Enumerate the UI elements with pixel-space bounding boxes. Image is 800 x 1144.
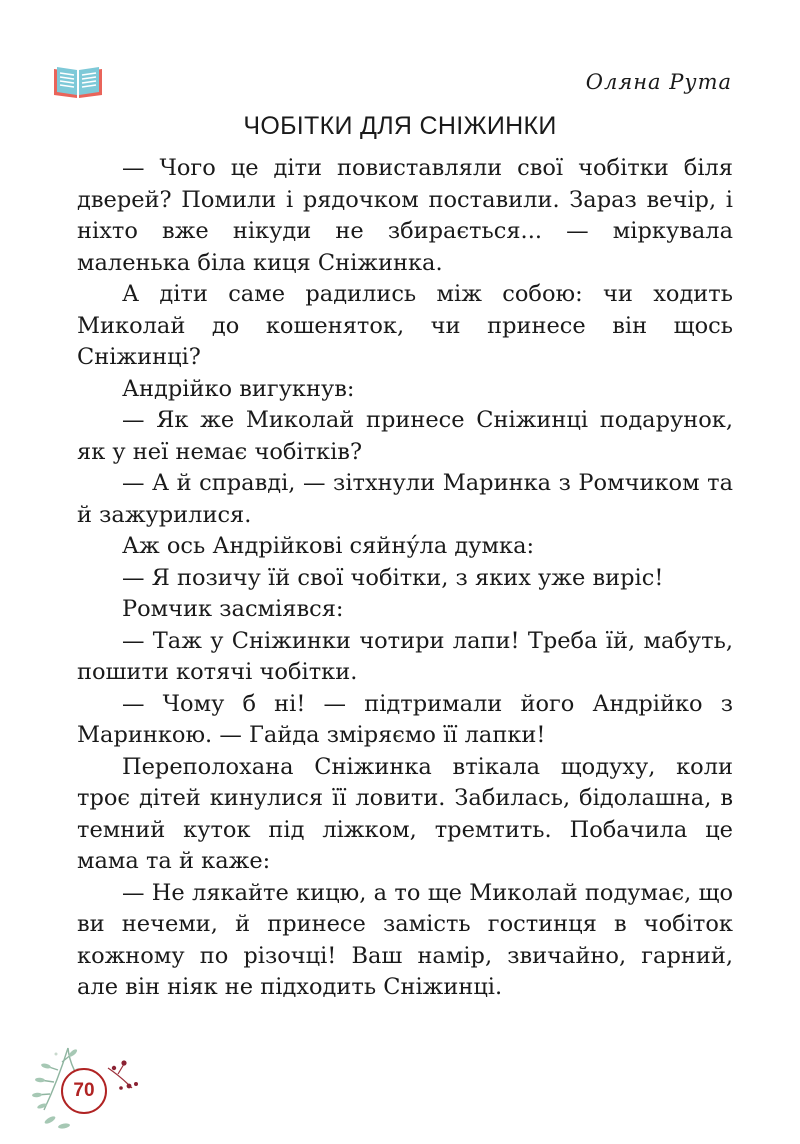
story-text (77, 153, 733, 1004)
author-name: Оляна Рута (585, 70, 732, 94)
paragraph: Аж ось Андрійкові сяйну́ла думка: (122, 533, 535, 559)
paragraph: Переполохана Сніжинка втікала щодуху, коли троє дітей кинулися її ловити. Забилась, бідолашна, в темний куток під ліжком, тремтить. Побачила це мама та й каже: (77, 753, 733, 874)
paragraph: — Я позичу їй свої чобітки, з яких уже виріс! (122, 564, 664, 591)
paragraph: — Чому б ні! — підтримали його Андрійко з Маринкою. — Гайда зміряємо її лапки! (77, 690, 733, 748)
paragraph: — Як же Миколай принесе Сніжинці подарунок, як у неї немає чобітків? (77, 407, 733, 465)
paragraph: А діти саме радились між собою: чи ходить Миколай до кошеняток, чи принесе він щось Сніжинці? (77, 281, 733, 370)
story-title: ЧОБІТКИ ДЛЯ СНІЖИНКИ (243, 112, 557, 140)
page-number: 70 (61, 1068, 107, 1114)
paragraph: — Таж у Сніжинки чотири лапи! Треба їй, мабуть, пошити котячі чобітки. (77, 627, 733, 685)
paragraph: Ромчик засміявся: (122, 596, 344, 622)
paragraph: — Не лякайте кицю, а то ще Миколай подумає, що ви нечеми, й принесе замість гостинця в чобіток кожному по різочці! Ваш намір, звичайно, гарний, але він ніяк не підходить Сніжинці. (77, 879, 733, 1000)
paragraph: — А й справді, — зітхнули Маринка з Ромчиком та й зажурилися. (77, 470, 733, 528)
paragraph: — Чого це діти повиставляли свої чобітки біля дверей? Помили і рядочком поставили. Зараз вечір, і ніхто вже нікуди не збирається... — міркувала маленька біла киця Сніжинка. (77, 155, 733, 276)
open-book-icon (52, 64, 104, 100)
paragraph: Андрійко вигукнув: (122, 375, 355, 402)
